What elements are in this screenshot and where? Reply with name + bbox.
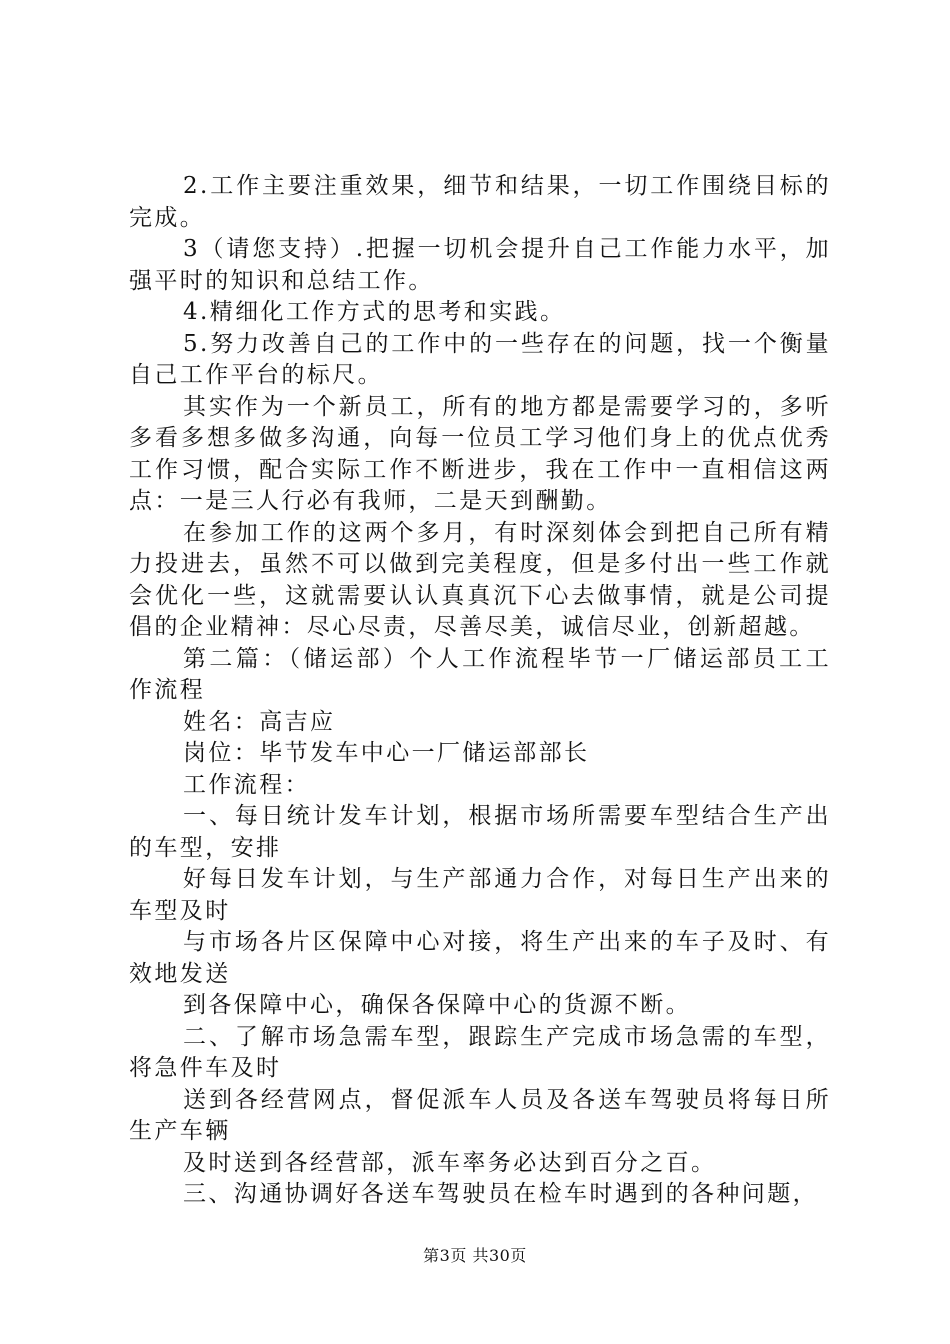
paragraph: 其实作为一个新员工，所有的地方都是需要学习的，多听多看多想多做多沟通，向每一位员工学习他们身上的优点优秀工作习惯，配合实际工作不断进步，我在工作中一直相信这两点：一是三人行必有我师，二是天到酬勤。 [129, 393, 831, 514]
paragraph: 二、了解市场急需车型，跟踪生产完成市场急需的车型，将急件车及时 [129, 1023, 831, 1081]
paragraph: 岗位：毕节发车中心一厂储运部部长 [183, 740, 590, 766]
page-footer [0, 1243, 950, 1266]
paragraph: 三、沟通协调好各送车驾驶员在检车时遇到的各种问题， [183, 1181, 818, 1207]
paragraph: 姓名：高吉应 [183, 708, 336, 735]
paragraph: 2.工作主要注重效果，细节和结果，一切工作围绕目标的完成。 [129, 173, 831, 231]
paragraph: 3（请您支持）.把握一切机会提升自己工作能力水平，加强平时的知识和总结工作。 [129, 236, 831, 294]
paragraph: 4.精细化工作方式的思考和实践。 [183, 299, 566, 325]
paragraph: 一、每日统计发车计划，根据市场所需要车型结合生产出的车型，安排 [129, 803, 831, 861]
paragraph: 送到各经营网点，督促派车人员及各送车驾驶员将每日所生产车辆 [129, 1086, 831, 1144]
page-number: 第3页 共30页 [423, 1246, 527, 1265]
paragraph: 工作流程： [183, 771, 310, 798]
paragraph: 及时送到各经营部，派车率务必达到百分之百。 [183, 1149, 717, 1176]
paragraph: 好每日发车计划，与生产部通力合作，对每日生产出来的车型及时 [129, 866, 831, 924]
section-heading: 第二篇：（储运部）个人工作流程毕节一厂储运部员工工作流程 [129, 645, 831, 703]
paragraph: 5.努力改善自己的工作中的一些存在的问题，找一个衡量自己工作平台的标尺。 [129, 330, 831, 388]
document-body [129, 171, 831, 1211]
paragraph: 与市场各片区保障中心对接，将生产出来的车子及时、有效地发送 [129, 929, 831, 987]
paragraph: 在参加工作的这两个多月，有时深刻体会到把自己所有精力投进去，虽然不可以做到完美程度，但是多付出一些工作就会优化一些，这就需要认认真真沉下心去做事情，就是公司提倡的企业精神：尽心尽责，尽善尽美，诚信尽业，创新超越。 [129, 519, 831, 640]
paragraph: 到各保障中心，确保各保障中心的货源不断。 [183, 992, 691, 1018]
